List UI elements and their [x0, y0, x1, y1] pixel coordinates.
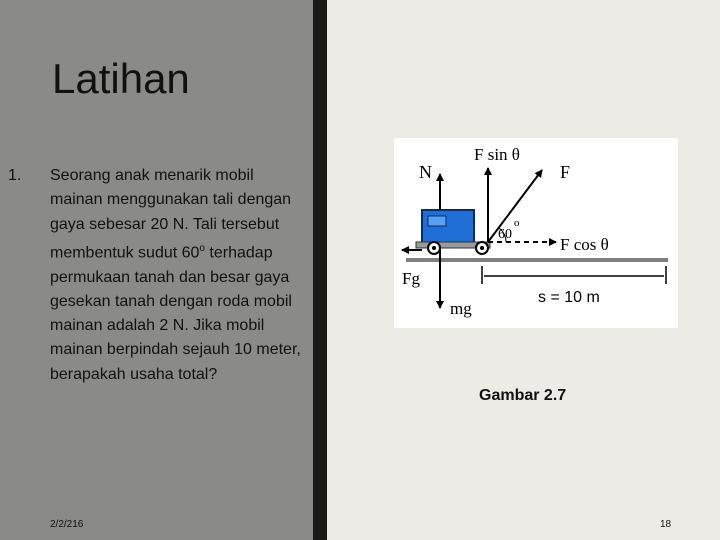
- figure-caption: Gambar 2.7: [479, 387, 567, 404]
- slide-number: 18: [660, 519, 672, 530]
- car-body: [422, 210, 474, 246]
- angle-label: 60: [498, 227, 512, 242]
- divider-bar: [313, 0, 327, 540]
- problem-text-part-1: Seorang anak menarik mobil mainan menggunakan tali dengan gaya sebesar 20 N. Tali tersebut membentuk sudut 60: [50, 167, 292, 262]
- f-sin-label: F sin θ: [474, 145, 520, 164]
- f-label: F: [560, 162, 571, 182]
- rear-wheel-hub: [432, 246, 436, 250]
- slide-title: Latihan: [52, 55, 190, 102]
- angle-degree-label: o: [514, 217, 520, 229]
- degree-superscript: o: [199, 242, 205, 254]
- problem-text-part-2: terhadap permukaan tanah dan besar gaya gesekan tanah dengan roda mobil mainan adalah 2 N. Jika mobil mainan berpindah sejauh 10 meter, berapakah usaha total?: [50, 244, 301, 383]
- normal-label: N: [419, 162, 432, 182]
- problem-text: [50, 164, 305, 387]
- slide-date: 2/2/216: [50, 519, 84, 530]
- f-cos-label: F cos θ: [560, 235, 609, 254]
- car-window: [428, 216, 446, 226]
- weight-label: mg: [450, 299, 472, 318]
- friction-label: Fg: [402, 269, 420, 288]
- f-arrow: [488, 170, 542, 242]
- front-wheel-hub: [480, 246, 484, 250]
- item-number: 1.: [8, 167, 22, 184]
- displacement-label: s = 10 m: [538, 289, 600, 306]
- force-diagram: [394, 138, 678, 328]
